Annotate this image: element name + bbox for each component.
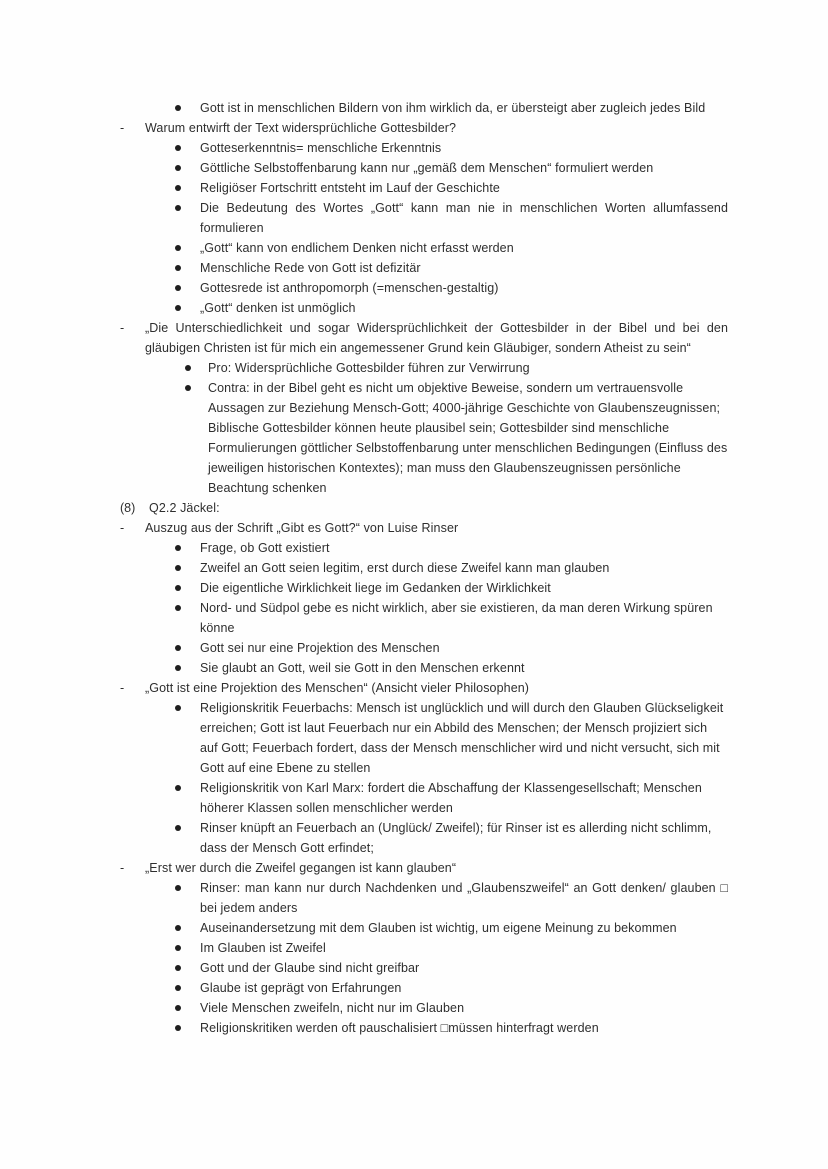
dash-marker: -	[120, 681, 125, 695]
bullet-icon	[175, 278, 200, 298]
item-text: „Gott“ denken ist unmöglich	[200, 301, 356, 315]
item-text: Nord- und Südpol gebe es nicht wirklich, aber sie existieren, da man deren Wirkung spüren könne	[200, 601, 717, 635]
bullet-dot-icon	[175, 705, 181, 711]
list-item	[120, 938, 728, 958]
bullet-icon	[175, 818, 200, 838]
dash-marker: -	[120, 321, 125, 335]
bullet-dot-icon	[175, 185, 181, 191]
list-item	[120, 198, 732, 238]
item-text: Contra: in der Bibel geht es nicht um objektive Beweise, sondern um vertrauensvolle Aussagen zur Beziehung Mensch-Gott; 4000-jährige Geschichte von Glaubenszeugnissen; Biblische Gottesbilder können heute plausibel sein; Gottesbilder sind menschliche Formulierungen göttlicher Selbstoffenbarung unter menschlichen Bedingungen (Einfluss des jeweiligen historischen Kontextes); man muss den Glaubenszeugnissen persönliche Beachtung schenken	[208, 381, 731, 495]
list-item	[120, 558, 728, 578]
list-item	[120, 258, 728, 278]
item-text: Menschliche Rede von Gott ist defizitär	[200, 261, 421, 275]
bullet-dot-icon	[175, 825, 181, 831]
bullet-dot-icon	[175, 885, 181, 891]
item-text: Religionskritik Feuerbachs: Mensch ist unglücklich und will durch den Glauben Glückseligkeit erreichen; Gott ist laut Feuerbach nur ein Abbild des Menschen; der Mensch projiziert sich auf Gott; Feuerbach fordert, dass der Mensch menschlicher wird und nicht versucht, sich mit Gott auf eine Ebene zu stellen	[200, 701, 727, 775]
list-item	[120, 538, 728, 558]
list-item	[120, 698, 728, 778]
bullet-dot-icon	[175, 965, 181, 971]
item-text: Rinser knüpft an Feuerbach an (Unglück/ Zweifel); für Rinser ist es allerding nicht schlimm, dass der Mensch Gott erfindet;	[200, 821, 716, 855]
list-item	[120, 858, 728, 878]
item-text: „Gott“ kann von endlichem Denken nicht erfasst werden	[200, 241, 514, 255]
bullet-dot-icon	[175, 665, 181, 671]
bullet-dot-icon	[175, 565, 181, 571]
bullet-dot-icon	[185, 385, 191, 391]
list-item	[120, 998, 728, 1018]
bullet-dot-icon	[175, 545, 181, 551]
bullet-icon	[175, 998, 200, 1018]
list-item	[120, 98, 728, 118]
list-item	[120, 118, 728, 138]
list-item	[120, 1018, 728, 1038]
item-text: Glaube ist geprägt von Erfahrungen	[200, 981, 402, 995]
bullet-dot-icon	[175, 585, 181, 591]
list-item	[120, 158, 728, 178]
bullet-icon	[175, 178, 200, 198]
bullet-icon	[175, 578, 200, 598]
bullet-icon	[175, 558, 200, 578]
bullet-icon	[175, 198, 200, 218]
list-item	[120, 178, 728, 198]
item-text: Die Bedeutung des Wortes „Gott“ kann man nie in menschlichen Worten allumfassend formulieren	[200, 201, 732, 235]
list-item	[120, 318, 732, 358]
bullet-icon	[175, 978, 200, 998]
bullet-dot-icon	[175, 305, 181, 311]
bullet-dot-icon	[175, 1025, 181, 1031]
bullet-icon	[175, 1018, 200, 1038]
item-text: Viele Menschen zweifeln, nicht nur im Glauben	[200, 1001, 465, 1015]
dash-marker: -	[120, 521, 125, 535]
list-item	[120, 358, 728, 378]
bullet-icon	[175, 138, 200, 158]
item-text: Religionskritiken werden oft pauschalisiert □müssen hinterfragt werden	[200, 1021, 599, 1035]
bullet-dot-icon	[175, 945, 181, 951]
bullet-icon	[175, 298, 200, 318]
list-item	[120, 978, 728, 998]
bullet-dot-icon	[175, 145, 181, 151]
item-text: Q2.2 Jäckel:	[149, 501, 220, 515]
item-text: Gott und der Glaube sind nicht greifbar	[200, 961, 420, 975]
item-text: Die eigentliche Wirklichkeit liege im Gedanken der Wirklichkeit	[200, 581, 551, 595]
bullet-icon	[175, 238, 200, 258]
bullet-dot-icon	[175, 925, 181, 931]
bullet-icon	[175, 598, 200, 618]
list-item	[120, 138, 728, 158]
item-text: „Gott ist eine Projektion des Menschen“ (Ansicht vieler Philosophen)	[145, 681, 530, 695]
bullet-dot-icon	[175, 165, 181, 171]
item-text: Gottesrede ist anthropomorph (=menschen-gestaltig)	[200, 281, 499, 295]
bullet-icon	[175, 638, 200, 658]
bullet-icon	[185, 358, 208, 378]
bullet-icon	[175, 538, 200, 558]
list-item	[120, 518, 728, 538]
item-text: Auseinandersetzung mit dem Glauben ist wichtig, um eigene Meinung zu bekommen	[200, 921, 677, 935]
bullet-dot-icon	[175, 1005, 181, 1011]
bullet-dot-icon	[175, 785, 181, 791]
list-item	[120, 958, 728, 978]
list-item	[120, 638, 728, 658]
item-text: Frage, ob Gott existiert	[200, 541, 330, 555]
bullet-icon	[175, 98, 200, 118]
list-item	[120, 578, 728, 598]
bullet-icon	[185, 378, 208, 398]
bullet-icon	[175, 158, 200, 178]
list-item	[120, 298, 728, 318]
list-item	[120, 678, 728, 698]
item-text: Sie glaubt an Gott, weil sie Gott in den Menschen erkennt	[200, 661, 525, 675]
bullet-icon	[175, 778, 200, 798]
number-marker: (8)	[120, 501, 136, 515]
bullet-icon	[175, 938, 200, 958]
bullet-dot-icon	[185, 365, 191, 371]
list-item	[120, 878, 732, 918]
item-text: Gott ist in menschlichen Bildern von ihm wirklich da, er übersteigt aber zugleich jedes Bild	[200, 101, 706, 115]
bullet-icon	[175, 698, 200, 718]
bullet-dot-icon	[175, 105, 181, 111]
item-text: „Erst wer durch die Zweifel gegangen ist kann glauben“	[145, 861, 457, 875]
dash-marker: -	[120, 121, 125, 135]
notes-list	[120, 98, 732, 1038]
item-text: Im Glauben ist Zweifel	[200, 941, 326, 955]
list-item	[120, 598, 728, 638]
bullet-dot-icon	[175, 285, 181, 291]
item-text: Gott sei nur eine Projektion des Menschen	[200, 641, 440, 655]
list-item	[120, 278, 728, 298]
dash-marker: -	[120, 861, 125, 875]
bullet-icon	[175, 958, 200, 978]
bullet-dot-icon	[175, 205, 181, 211]
list-item	[120, 818, 728, 858]
list-item	[120, 238, 728, 258]
list-item	[120, 658, 728, 678]
bullet-dot-icon	[175, 265, 181, 271]
list-item	[120, 778, 728, 818]
item-text: Zweifel an Gott seien legitim, erst durch diese Zweifel kann man glauben	[200, 561, 610, 575]
bullet-dot-icon	[175, 605, 181, 611]
item-text: Rinser: man kann nur durch Nachdenken und „Glaubenszweifel“ an Gott denken/ glauben □ bei jedem anders	[200, 881, 732, 915]
item-text: Warum entwirft der Text widersprüchliche Gottesbilder?	[145, 121, 457, 135]
item-text: Gotteserkenntnis= menschliche Erkenntnis	[200, 141, 442, 155]
item-text: Auszug aus der Schrift „Gibt es Gott?“ von Luise Rinser	[145, 521, 459, 535]
list-item	[120, 498, 728, 518]
list-item	[120, 378, 731, 498]
bullet-dot-icon	[175, 985, 181, 991]
item-text: Religiöser Fortschritt entsteht im Lauf der Geschichte	[200, 181, 500, 195]
item-text: Göttliche Selbstoffenbarung kann nur „gemäß dem Menschen“ formuliert werden	[200, 161, 654, 175]
bullet-icon	[175, 258, 200, 278]
list-item	[120, 918, 728, 938]
bullet-icon	[175, 658, 200, 678]
item-text: „Die Unterschiedlichkeit und sogar Widersprüchlichkeit der Gottesbilder in der Bibel und bei den gläubigen Christen ist für mich ein angemessener Grund kein Gläubiger, sondern Atheist zu sein“	[145, 321, 732, 355]
bullet-icon	[175, 878, 200, 898]
bullet-icon	[175, 918, 200, 938]
bullet-dot-icon	[175, 245, 181, 251]
item-text: Religionskritik von Karl Marx: fordert die Abschaffung der Klassengesellschaft; Menschen höherer Klassen sollen menschlicher werden	[200, 781, 706, 815]
item-text: Pro: Widersprüchliche Gottesbilder führen zur Verwirrung	[208, 361, 530, 375]
bullet-dot-icon	[175, 645, 181, 651]
